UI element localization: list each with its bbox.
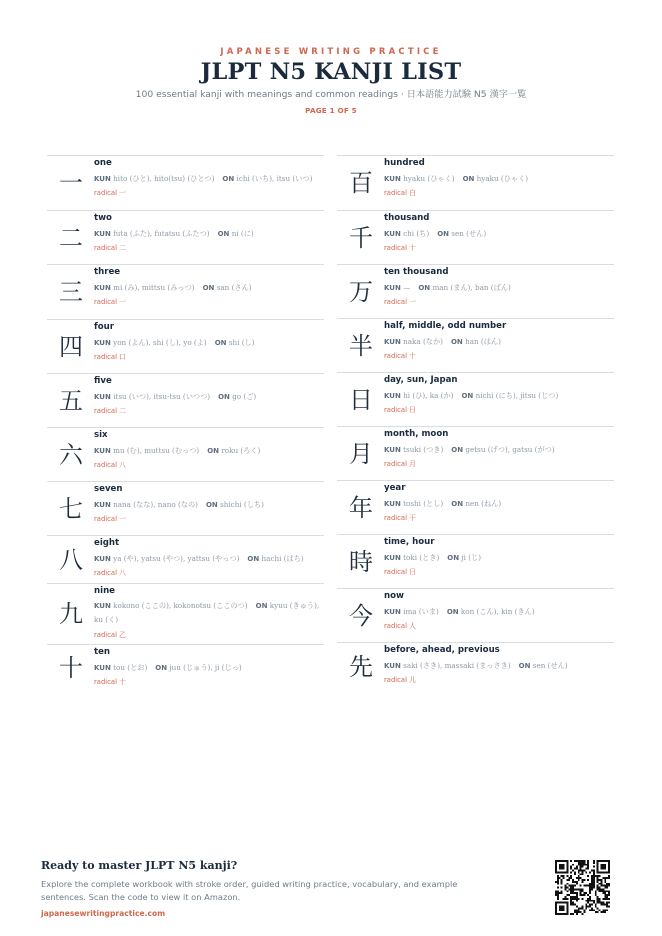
kanji-info: [384, 267, 612, 307]
kanji-entry: [47, 535, 324, 583]
on-label: ON: [418, 284, 431, 292]
kanji-readings: [384, 282, 612, 294]
kun-label: KUN: [94, 339, 111, 347]
on-label: ON: [255, 602, 268, 610]
kun-label: KUN: [384, 338, 401, 346]
on-label: ON: [202, 284, 215, 292]
kun-reading: toki (とき): [403, 553, 440, 562]
kanji-radical: [94, 352, 322, 362]
kanji-readings: [384, 336, 612, 348]
kanji-entry: [337, 155, 614, 210]
kanji-info: [94, 586, 322, 640]
kanji-info: [94, 647, 322, 687]
kanji-radical: [94, 568, 322, 578]
radical-label: radical: [384, 622, 407, 630]
on-reading: ichi (いち), itsu (いつ): [236, 174, 313, 183]
radical-label: radical: [384, 189, 407, 197]
kanji-meaning: five: [94, 376, 112, 386]
kanji-entry: [337, 318, 614, 372]
kanji-radical: [384, 675, 612, 685]
on-label: ON: [155, 664, 168, 672]
on-label: ON: [451, 500, 464, 508]
kun-label: KUN: [384, 500, 401, 508]
kanji-readings: [94, 553, 322, 565]
kanji-radical: [94, 297, 322, 307]
radical-value: 干: [409, 514, 416, 522]
on-reading: nichi (にち), jitsu (じつ): [475, 391, 559, 400]
radical-value: 十: [119, 678, 126, 686]
kanji-meaning: now: [384, 591, 404, 601]
kun-label: KUN: [384, 662, 401, 670]
kanji-readings: [384, 660, 612, 672]
kanji-info: [384, 537, 612, 577]
radical-value: 一: [119, 515, 126, 523]
kanji-meaning: hundred: [384, 158, 425, 168]
kun-reading: hi (ひ), ka (か): [403, 391, 454, 400]
kanji-character: 月: [349, 439, 373, 468]
kanji-info: [94, 158, 322, 198]
radical-value: 儿: [409, 676, 416, 684]
kanji-character: 八: [59, 545, 83, 574]
on-label: ON: [518, 662, 531, 670]
kanji-meaning: nine: [94, 586, 116, 596]
on-reading: juu (じゅう), ji (じっ): [169, 663, 242, 672]
kanji-meaning: ten: [94, 647, 111, 657]
kanji-info: [384, 158, 612, 198]
radical-value: 日: [409, 406, 416, 414]
kanji-entry: [47, 644, 324, 690]
eyebrow: JAPANESE WRITING PRACTICE: [220, 47, 442, 57]
on-reading: man (まん), ban (ばん): [432, 283, 511, 292]
kanji-radical: [384, 513, 612, 523]
kanji-entry: [337, 588, 614, 642]
radical-value: 白: [409, 189, 416, 197]
kun-label: KUN: [94, 230, 111, 238]
kanji-character: 五: [59, 386, 83, 415]
kun-label: KUN: [94, 175, 111, 183]
on-reading: kon (こん), kin (きん): [460, 607, 535, 616]
kun-reading: tsuki (つき): [403, 445, 444, 454]
kanji-entry: [337, 210, 614, 264]
kanji-readings: [94, 228, 322, 240]
kanji-radical: [384, 351, 612, 361]
kun-label: KUN: [94, 664, 111, 672]
kanji-info: [94, 538, 322, 578]
kanji-character: 四: [59, 332, 83, 361]
kanji-info: [94, 430, 322, 470]
kanji-info: [384, 645, 612, 685]
kanji-column-left: [47, 155, 324, 690]
kun-label: KUN: [94, 447, 111, 455]
on-reading: roku (ろく): [221, 446, 261, 455]
kanji-entry: [47, 210, 324, 264]
radical-value: 十: [409, 352, 416, 360]
on-reading: ni (に): [231, 229, 254, 238]
on-reading: shi (し): [228, 338, 255, 347]
radical-value: 一: [119, 189, 126, 197]
on-label: ON: [461, 392, 474, 400]
kun-reading: ima (いま): [403, 607, 439, 616]
radical-label: radical: [94, 353, 117, 361]
kanji-character: 半: [349, 331, 373, 360]
kanji-radical: [94, 514, 322, 524]
kun-reading: mu (む), muttsu (むっつ): [113, 446, 200, 455]
on-label: ON: [462, 175, 475, 183]
kanji-readings: [384, 498, 612, 510]
kanji-info: [384, 321, 612, 361]
kanji-character: 六: [59, 440, 83, 469]
radical-value: 二: [119, 244, 126, 252]
kanji-info: [384, 375, 612, 415]
on-label: ON: [222, 175, 235, 183]
radical-value: 八: [119, 461, 126, 469]
on-reading: hyaku (ひゃく): [476, 174, 529, 183]
kanji-readings: [94, 445, 322, 457]
on-reading: getsu (げつ), gatsu (がつ): [465, 445, 555, 454]
kanji-entry: [47, 583, 324, 644]
on-reading: sen (せん): [532, 661, 568, 670]
kanji-entry: [47, 373, 324, 427]
kanji-meaning: three: [94, 267, 121, 277]
kanji-readings: [384, 390, 612, 402]
kanji-entry: [47, 264, 324, 319]
radical-value: 人: [409, 622, 416, 630]
kanji-info: [384, 429, 612, 469]
kanji-character: 万: [349, 277, 373, 306]
kanji-radical: [384, 621, 612, 631]
radical-label: radical: [94, 631, 117, 639]
kanji-character: 時: [349, 547, 373, 576]
kanji-radical: [94, 677, 322, 687]
kanji-info: [94, 267, 322, 307]
kanji-entry: [337, 372, 614, 426]
kanji-info: [94, 322, 322, 362]
kanji-entry: [47, 427, 324, 481]
on-reading: ji (じ): [461, 553, 481, 562]
radical-label: radical: [384, 298, 407, 306]
kanji-meaning: six: [94, 430, 108, 440]
kanji-entry: [337, 426, 614, 480]
kanji-character: 一: [59, 169, 83, 197]
kanji-radical: [94, 630, 322, 640]
kanji-readings: [384, 552, 612, 564]
kanji-entry: [47, 155, 324, 210]
radical-label: radical: [94, 244, 117, 252]
radical-label: radical: [94, 678, 117, 686]
kanji-meaning: seven: [94, 484, 123, 494]
page-title: JLPT N5 KANJI LIST: [200, 59, 462, 85]
radical-value: 二: [119, 407, 126, 415]
page-subtitle: 100 essential kanji with meanings and common readings · 日本語能力試験 N5 漢字一覧: [135, 89, 527, 100]
on-label: ON: [214, 339, 227, 347]
on-label: ON: [451, 446, 464, 454]
kanji-meaning: eight: [94, 538, 120, 548]
on-label: ON: [217, 230, 230, 238]
kanji-meaning: four: [94, 322, 114, 332]
kun-label: KUN: [94, 602, 111, 610]
radical-label: radical: [94, 461, 117, 469]
radical-value: 月: [409, 460, 416, 468]
kanji-readings: [384, 606, 612, 618]
kanji-character: 今: [349, 601, 373, 630]
radical-value: 日: [409, 568, 416, 576]
kanji-character: 三: [59, 278, 83, 306]
radical-value: 一: [119, 298, 126, 306]
kun-label: KUN: [384, 392, 401, 400]
kanji-readings: [94, 662, 322, 674]
kun-label: KUN: [384, 230, 401, 238]
kanji-entry: [337, 264, 614, 318]
kanji-character: 日: [349, 385, 373, 414]
kanji-info: [94, 376, 322, 416]
kanji-radical: [384, 188, 612, 198]
kanji-info: [94, 484, 322, 524]
kanji-readings: [94, 173, 322, 185]
kun-reading: kokono (ここの), kokonotsu (ここのつ): [113, 601, 248, 610]
kanji-radical: [384, 567, 612, 577]
kanji-character: 先: [349, 652, 373, 681]
on-reading: han (はん): [465, 337, 501, 346]
kanji-readings: [384, 173, 612, 185]
kun-label: KUN: [384, 554, 401, 562]
kanji-readings: [94, 599, 322, 627]
kanji-character: 二: [59, 223, 83, 252]
kun-reading: mi (み), mittsu (みっつ): [113, 283, 195, 292]
kun-reading: itsu (いつ), itsu-tsu (いつつ): [113, 392, 211, 401]
kun-reading: futa (ふた), futatsu (ふたつ): [113, 229, 210, 238]
kanji-radical: [384, 405, 612, 415]
kun-label: KUN: [384, 446, 401, 454]
kanji-entry: [337, 534, 614, 588]
kanji-entry: [337, 480, 614, 534]
kanji-character: 九: [59, 600, 83, 628]
radical-label: radical: [94, 189, 117, 197]
on-reading: kyuu (きゅう), ku (く): [94, 601, 320, 624]
kanji-readings: [384, 444, 612, 456]
radical-label: radical: [384, 460, 407, 468]
kanji-character: 年: [349, 493, 373, 522]
radical-label: radical: [384, 244, 407, 252]
kanji-readings: [94, 391, 322, 403]
on-label: ON: [207, 447, 220, 455]
on-label: ON: [218, 393, 230, 401]
kanji-meaning: year: [384, 483, 406, 493]
kun-label: KUN: [94, 501, 111, 509]
kun-reading: tou (とお): [113, 663, 148, 672]
kanji-readings: [94, 337, 322, 349]
radical-label: radical: [384, 406, 407, 414]
on-label: ON: [205, 501, 218, 509]
kanji-readings: [384, 228, 612, 240]
footer-title: Ready to master JLPT N5 kanji?: [41, 859, 238, 872]
kanji-meaning: before, ahead, previous: [384, 645, 500, 655]
kun-label: KUN: [94, 555, 111, 563]
kanji-info: [94, 213, 322, 253]
kun-reading: ya (や), yatsu (やつ), yattsu (やっつ): [113, 554, 240, 563]
kanji-readings: [94, 282, 322, 294]
page-header: [0, 47, 662, 116]
footer-link[interactable]: japanesewritingpractice.com: [41, 909, 166, 918]
kun-reading: saki (さき), massaki (まっさき): [403, 661, 511, 670]
radical-value: 一: [409, 298, 416, 306]
kanji-meaning: month, moon: [384, 429, 449, 439]
kun-label: KUN: [94, 393, 111, 401]
kun-reading: nana (なな), nano (なの): [113, 500, 198, 509]
kanji-entry: [47, 481, 324, 535]
kanji-radical: [384, 243, 612, 253]
kanji-character: 十: [59, 653, 83, 682]
kanji-meaning: thousand: [384, 213, 430, 223]
radical-value: 十: [409, 244, 416, 252]
kun-label: KUN: [384, 284, 401, 292]
kanji-meaning: time, hour: [384, 537, 435, 547]
kanji-radical: [94, 406, 322, 416]
radical-label: radical: [384, 514, 407, 522]
on-reading: hachi (はち): [261, 554, 304, 563]
kanji-meaning: two: [94, 213, 112, 223]
kun-reading: —: [403, 283, 411, 292]
on-label: ON: [446, 608, 459, 616]
kanji-radical: [384, 459, 612, 469]
kanji-character: 百: [349, 169, 373, 197]
kanji-readings: [94, 499, 322, 511]
kanji-character: 七: [59, 494, 83, 523]
kun-reading: naka (なか): [403, 337, 443, 346]
on-reading: nen (ねん): [465, 499, 502, 508]
on-label: ON: [447, 554, 460, 562]
kanji-radical: [94, 188, 322, 198]
kanji-entry: [47, 319, 324, 373]
on-reading: sen (せん): [451, 229, 487, 238]
kanji-radical: [94, 243, 322, 253]
radical-label: radical: [384, 568, 407, 576]
on-label: ON: [437, 230, 449, 238]
radical-label: radical: [384, 352, 407, 360]
qr-code-icon[interactable]: [555, 860, 610, 915]
kanji-info: [384, 213, 612, 253]
footer-promo: [41, 858, 481, 919]
kanji-info: [384, 591, 612, 631]
kun-label: KUN: [384, 175, 401, 183]
radical-label: radical: [94, 407, 117, 415]
on-label: ON: [450, 338, 463, 346]
kun-reading: hyaku (ひゃく): [403, 174, 455, 183]
on-reading: shichi (しち): [220, 500, 264, 509]
on-label: ON: [247, 555, 260, 563]
kanji-meaning: half, middle, odd number: [384, 321, 507, 331]
kanji-meaning: one: [94, 158, 112, 168]
page-indicator: PAGE 1 OF 5: [305, 106, 357, 115]
kun-reading: toshi (とし): [403, 499, 444, 508]
kanji-meaning: day, sun, Japan: [384, 375, 458, 385]
kun-label: KUN: [384, 608, 401, 616]
kanji-info: [384, 483, 612, 523]
radical-label: radical: [94, 569, 117, 577]
kanji-meaning: ten thousand: [384, 267, 449, 277]
radical-value: 乙: [119, 631, 126, 639]
on-reading: go (ご): [232, 392, 257, 401]
kun-reading: yon (よん), shi (し), yo (よ): [113, 338, 207, 347]
radical-label: radical: [94, 298, 117, 306]
footer-body: Explore the complete workbook with stroke order, guided writing practice, vocabulary, and example sentences. Scan the code to view it on Amazon.: [41, 879, 458, 902]
radical-value: 口: [119, 353, 126, 361]
radical-value: 八: [119, 569, 126, 577]
kanji-character: 千: [349, 223, 373, 252]
kanji-entry: [337, 642, 614, 690]
kanji-column-right: [337, 155, 614, 690]
kun-reading: chi (ち): [403, 229, 430, 238]
kanji-radical: [384, 297, 612, 307]
radical-label: radical: [384, 676, 407, 684]
radical-label: radical: [94, 515, 117, 523]
on-reading: san (さん): [216, 283, 252, 292]
kun-reading: hito (ひと), hito(tsu) (ひとつ): [113, 174, 215, 183]
kanji-radical: [94, 460, 322, 470]
kun-label: KUN: [94, 284, 111, 292]
